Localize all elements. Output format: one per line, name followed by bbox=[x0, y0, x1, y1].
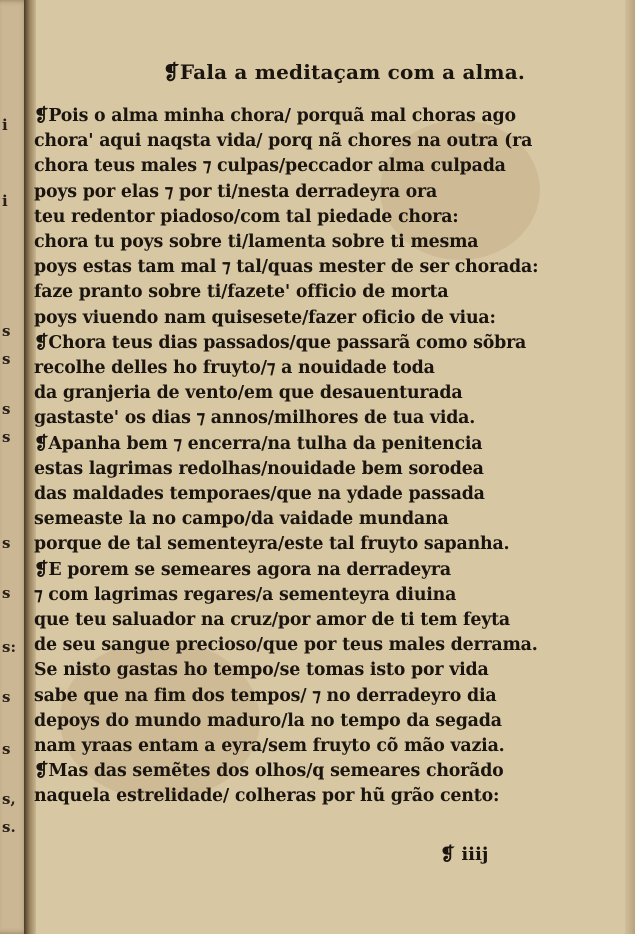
text-line: poys por elas ⁊ por ti/nesta derradeyra ora bbox=[34, 181, 438, 202]
text-line: das maldades temporaes/que na ydade passada bbox=[34, 484, 485, 505]
text-line: que teu saluador na cruz/por amor de ti tem feyta bbox=[34, 610, 511, 631]
text-line: ❡Apanha bem ⁊ encerra/na tulha da penitencia bbox=[34, 433, 483, 454]
text-line: semeaste la no campo/da vaidade mundana bbox=[34, 509, 449, 530]
text-line: gastaste' os dias ⁊ annos/milhores de tua vida. bbox=[34, 408, 476, 429]
text-line: teu redentor piadoso/com tal piedade chora: bbox=[34, 206, 459, 227]
text-line: recolhe delles ho fruyto/⁊ a nouidade toda bbox=[34, 358, 435, 379]
text-line: ❡Pois o alma minha chora/ porquã mal choras ago bbox=[34, 106, 516, 126]
bleed-glyph: s bbox=[2, 688, 11, 706]
text-line: nam yraas entam a eyra/sem fruyto cõ mão vazia. bbox=[34, 736, 505, 757]
bleed-glyph: s bbox=[2, 350, 11, 368]
text-line: chora' aqui naqsta vida/ porq nã chores na outra (ra bbox=[34, 131, 533, 152]
bleed-glyph: i bbox=[2, 116, 8, 134]
bleed-glyph: s bbox=[2, 400, 11, 418]
text-line: ❡Chora teus dias passados/que passarã como sõbra bbox=[34, 332, 527, 353]
bleed-glyph: s bbox=[2, 322, 11, 340]
text-line: ⁊ com lagrimas regares/a sementeyra diuina bbox=[34, 584, 457, 605]
text-line: ❡E porem se semeares agora na derradeyra bbox=[34, 559, 451, 580]
text-line: chora tu poys sobre ti/lamenta sobre ti mesma bbox=[34, 232, 479, 253]
signature-mark: ❡ iiij bbox=[440, 844, 489, 865]
bleed-glyph: s. bbox=[2, 818, 16, 836]
text-block bbox=[34, 60, 594, 810]
text-line: depoys do mundo maduro/la no tempo da segada bbox=[34, 710, 502, 731]
text-line: estas lagrimas redolhas/nouidade bem sorodea bbox=[34, 458, 484, 479]
text-line: da granjeria de vento/em que desauenturada bbox=[34, 383, 463, 404]
bleed-glyph: s bbox=[2, 584, 11, 602]
text-line: de seu sangue precioso/que por teus males derrama. bbox=[34, 635, 538, 656]
page-edge bbox=[625, 0, 635, 934]
bleed-glyph: s bbox=[2, 534, 11, 552]
verse-lines bbox=[34, 104, 594, 810]
text-line: poys estas tam mal ⁊ tal/quas mester de ser chorada: bbox=[34, 257, 539, 278]
text-line: faze pranto sobre ti/fazete' officio de morta bbox=[34, 282, 449, 303]
bleed-glyph: s, bbox=[2, 790, 16, 808]
bleed-glyph: s bbox=[2, 428, 11, 446]
bleed-glyph: s bbox=[2, 740, 11, 758]
text-line: porque de tal sementeyra/este tal fruyto sapanha. bbox=[34, 534, 510, 555]
text-line: sabe que na fim dos tempos/ ⁊ no derradeyro dia bbox=[34, 685, 497, 706]
text-line: Se nisto gastas ho tempo/se tomas isto por vida bbox=[34, 660, 489, 681]
text-line: ❡Mas das semẽtes dos olhos/q semeares chorãdo bbox=[34, 761, 504, 782]
text-line: naquela estrelidade/ colheras por hũ grão cento: bbox=[34, 786, 500, 807]
text-line: chora teus males ⁊ culpas/peccador alma culpada bbox=[34, 156, 506, 177]
page-title: ❡Fala a meditaçam com a alma. bbox=[162, 60, 526, 84]
bleed-glyph: i bbox=[2, 192, 8, 210]
bleed-glyph: s: bbox=[2, 638, 16, 656]
text-line: poys viuendo nam quisesete/fazer oficio de viua: bbox=[34, 307, 496, 328]
